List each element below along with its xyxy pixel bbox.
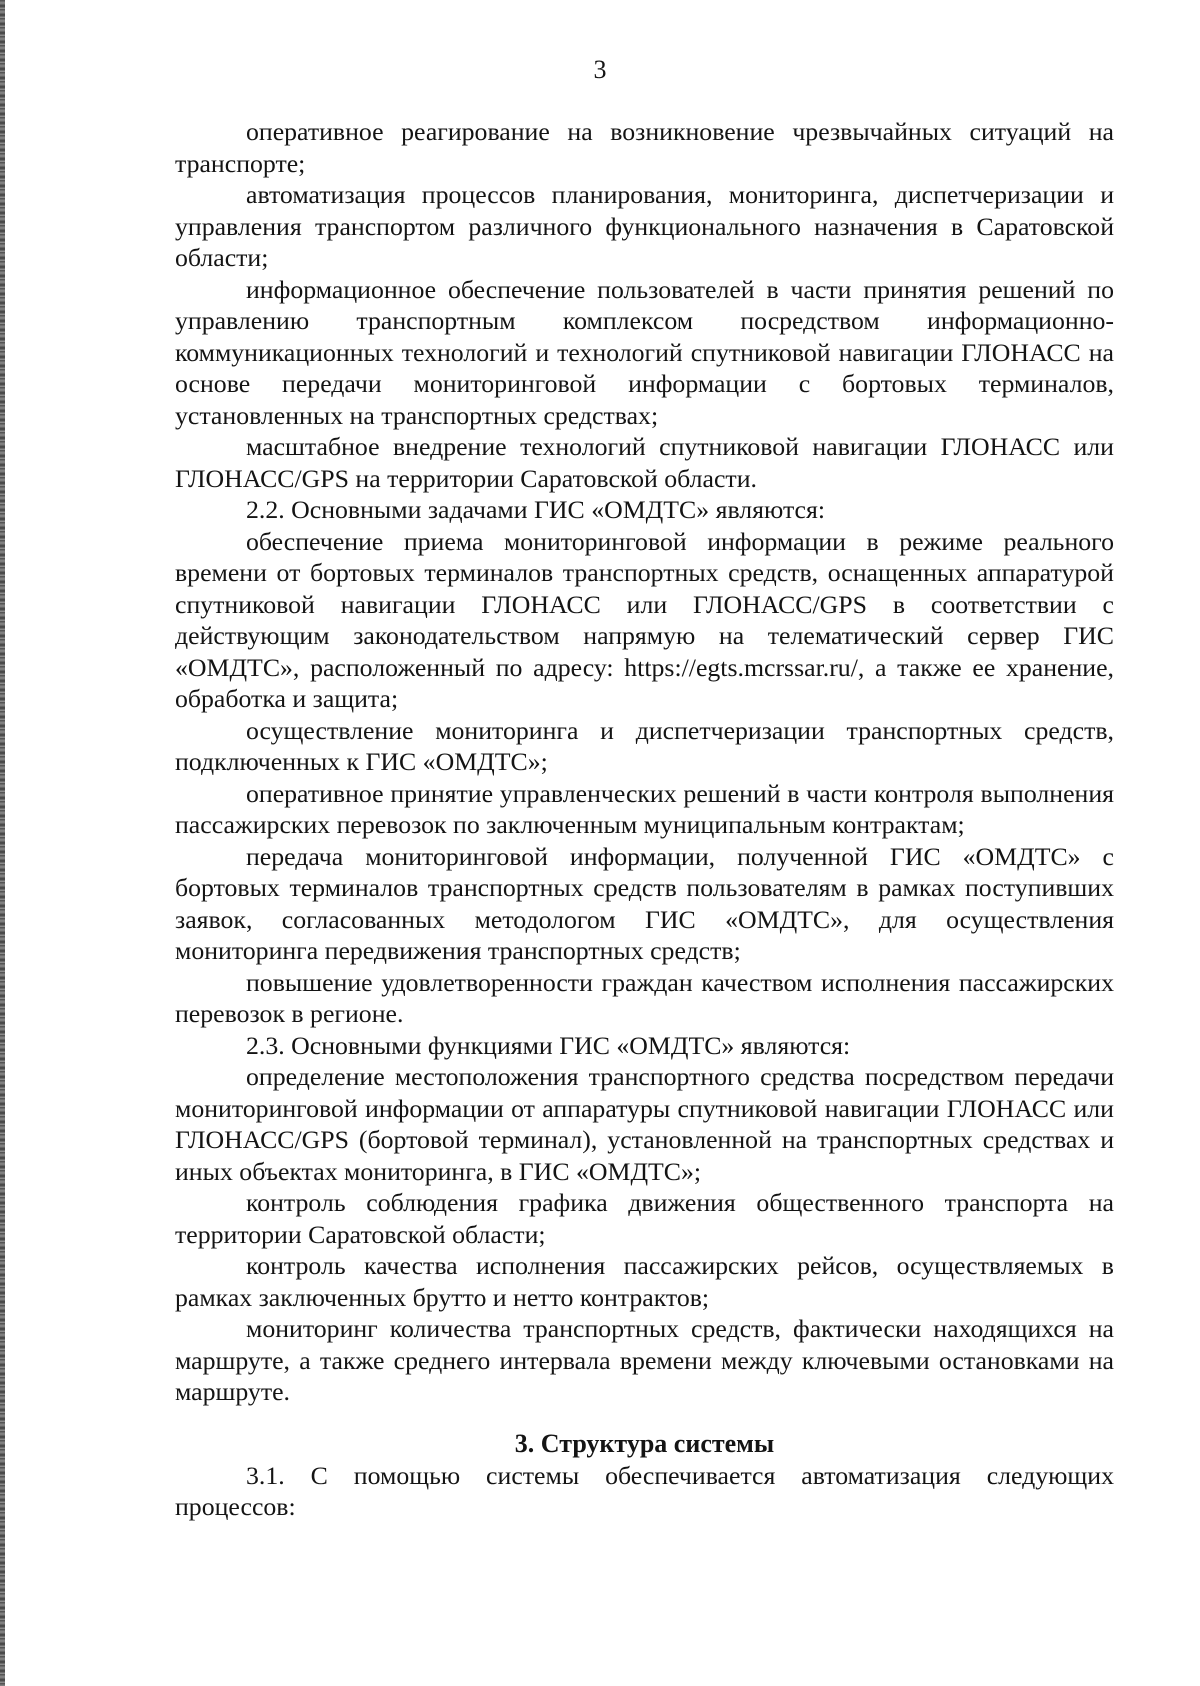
paragraph: оперативное принятие управленческих решений в части контроля выполнения пассажирских перевозок по заключенным муниципальным контрактам; (175, 778, 1114, 839)
paragraph: осуществление мониторинга и диспетчеризации транспортных средств, подключенных к ГИС «ОМДТС»; (175, 715, 1114, 776)
paragraph: контроль соблюдения графика движения общественного транспорта на территории Саратовской области; (175, 1188, 1114, 1249)
page-number: 3 (593, 55, 607, 84)
section-3-1-paragraph: 3.1. С помощью системы обеспечивается автоматизация следующих процессов: (175, 1460, 1114, 1521)
paragraph: передача мониторинговой информации, полученной ГИС «ОМДТС» с бортовых терминалов транспортных средств пользователям в рамках поступивших заявок, согласованных методологом ГИС «ОМДТС», для осуществления мониторинга передвижения транспортных средств; (175, 841, 1114, 965)
paragraph: контроль качества исполнения пассажирских рейсов, осуществляемых в рамках заключенных брутто и нетто контрактов; (175, 1251, 1114, 1312)
paragraph: обеспечение приема мониторинговой информации в режиме реального времени от бортовых терминалов транспортных средств, оснащенных аппаратурой спутниковой навигации ГЛОНАСС или ГЛОНАСС/GPS в соответствии с действующим законодательством напрямую на телематический сервер ГИС «ОМДТС», расположенный по адресу: https://egts.mcrssar.ru/, а также ее хранение, обработка и защита; (175, 526, 1114, 713)
paragraph: автоматизация процессов планирования, мониторинга, диспетчеризации и управления транспортом различного функционального назначения в Саратовской области; (175, 180, 1114, 272)
section-2-3-intro: 2.3. Основными функциями ГИС «ОМДТС» являются: (246, 1030, 851, 1060)
section-heading: 3. Структура системы (514, 1428, 775, 1458)
paragraph: мониторинг количества транспортных средств, фактически находящихся на маршруте, а также среднего интервала времени между ключевыми остановками на маршруте. (175, 1314, 1114, 1406)
section-2-2-intro: 2.2. Основными задачами ГИС «ОМДТС» являются: (246, 495, 826, 524)
paragraph: определение местоположения транспортного средства посредством передачи мониторинговой информации от аппаратуры спутниковой навигации ГЛОНАСС или ГЛОНАСС/GPS (бортовой терминал), установленной на транспортных средствах и иных объектах мониторинга, в ГИС «ОМДТС»; (175, 1062, 1114, 1186)
paragraph: информационное обеспечение пользователей в части принятия решений по управлению транспортным комплексом посредством информационно-коммуникационных технологий и технологий спутниковой навигации ГЛОНАСС на основе передачи мониторинговой информации с бортовых терминалов, установленных на транспортных средствах; (175, 274, 1114, 430)
paragraph: оперативное реагирование на возникновение чрезвычайных ситуаций на транспорте; (175, 117, 1114, 178)
paragraph: повышение удовлетворенности граждан качеством исполнения пассажирских перевозок в регионе. (175, 967, 1114, 1028)
document-body (175, 116, 1114, 1523)
paragraph: масштабное внедрение технологий спутниковой навигации ГЛОНАСС или ГЛОНАСС/GPS на территории Саратовской области. (175, 432, 1114, 493)
